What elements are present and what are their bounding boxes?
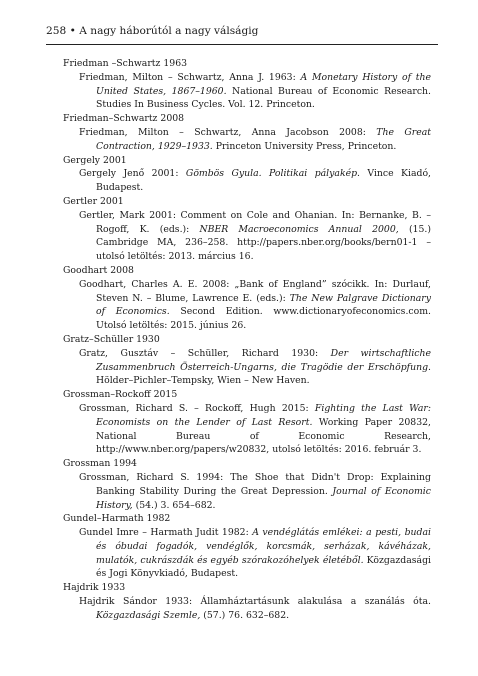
reference-title: A Monetary History of the United States, 1867–1960. [96, 71, 431, 97]
reference-title: Der wirtschaftliche Zusammenbruch Österreich-Ungarns, die Tragödie der Erschöpfung. [96, 347, 431, 373]
reference-text: Közgazdasági és Jogi Könyvkiadó, Budapest. [96, 554, 431, 580]
reference-entry [79, 167, 431, 195]
header-rule [46, 44, 438, 45]
reference-key: Grossman 1994 [63, 458, 137, 470]
reference-text: Gratz, Gusztáv – Schüller, Richard 1930: [79, 347, 331, 359]
reference-text: Goodhart, Charles A. E. 2008: „Bank of England” szócikk. In: Durlauf, Steven N. – Blume, Lawrence E. (eds.): [79, 278, 431, 304]
reference-entry [79, 209, 431, 264]
reference-key: Gratz–Schüller 1930 [63, 333, 160, 345]
reference-entry [79, 347, 431, 388]
reference-text: Gundel Imre – Harmath Judit 1982: [79, 527, 253, 539]
page-number: 258 [46, 25, 67, 37]
reference-title: Közgazdasági Szemle, [96, 609, 201, 621]
reference-text: Grossman, Richard S. 1994: The Shoe that Didn't Drop: Explaining Banking Stability During the Great Depression. [79, 471, 431, 497]
reference-key: Goodhart 2008 [63, 264, 134, 276]
reference-list [63, 57, 431, 623]
header-bullet: • [69, 25, 76, 37]
reference-key: Friedman–Schwartz 2008 [63, 113, 185, 125]
reference-title: Fighting the Last War: Economists on the Lender of Last Resort. [96, 402, 431, 428]
reference-text: Second Edition. www.dictionaryofeconomics.com. Utolsó letöltés: 2015. június 26. [96, 306, 431, 332]
reference-text: (57.) 76. 632–682. [200, 609, 290, 621]
reference-key: Gundel–Harmath 1982 [63, 513, 171, 525]
reference-title: The Great Contraction, 1929–1933. [96, 126, 431, 152]
reference-title: A vendéglátás emlékei: a pesti, budai és óbudai fogadók, vendéglők, korcsmák, serházak, kávéházak, mulatók, cukrászdák és egyéb szórakozóhelyek életéből. [96, 527, 431, 566]
reference-entry [79, 471, 431, 512]
reference-text: Vince Kiadó, Budapest. [96, 168, 431, 194]
reference-entry [79, 71, 431, 112]
reference-entry [79, 126, 431, 154]
reference-title: The New Palgrave Dictionary of Economics. [96, 292, 431, 318]
reference-text: National Bureau of Economic Research. Studies In Business Cycles. Vol. 12. Princeton. [96, 85, 431, 111]
reference-key: Gergely 2001 [63, 154, 127, 166]
reference-text: Grossman, Richard S. – Rockoff, Hugh 2015: [79, 402, 315, 414]
reference-text: Gergely Jenő 2001: [79, 168, 186, 180]
reference-key: Grossman–Rockoff 2015 [63, 389, 178, 401]
reference-text: Friedman, Milton – Schwartz, Anna Jacobson 2008: [79, 126, 377, 138]
reference-text: (15.) Cambridge MA, 236–258. http://papers.nber.org/books/bern01-1 – utolsó letöltés: 2013. március 16. [96, 223, 431, 263]
reference-title: NBER Macroeconomics Annual 2000, [199, 223, 399, 235]
reference-title: Journal of Economic History, [96, 485, 431, 511]
reference-entry [79, 526, 431, 581]
reference-key: Hajdrik 1933 [63, 582, 126, 594]
reference-text: Working Paper 20832, National Bureau of Economic Research, http://www.nber.org/papers/w20832, utolsó letöltés: 2016. február 3. [96, 416, 431, 456]
reference-text: Hölder–Pichler–Tempsky, Wien – New Haven. [96, 375, 310, 387]
reference-entry [79, 402, 431, 457]
running-title: A nagy háborútól a nagy válságig [79, 25, 259, 37]
reference-text: Gertler, Mark 2001: Comment on Cole and Ohanian. In: Bernanke, B. – Rogoff, K. (eds.): [79, 209, 431, 235]
reference-entry [79, 278, 431, 333]
reference-text: (54.) 3. 654–682. [132, 499, 216, 511]
reference-key: Gertler 2001 [63, 195, 124, 207]
reference-key: Friedman –Schwartz 1963 [63, 58, 188, 69]
running-header [46, 24, 438, 38]
reference-text: Princeton University Press, Princeton. [212, 140, 397, 152]
reference-text: Friedman, Milton – Schwartz, Anna J. 1963: [79, 71, 301, 83]
reference-title: Gömbös Gyula. Politikai pályakép. [185, 168, 360, 180]
reference-entry [79, 595, 431, 623]
reference-text: Hajdrik Sándor 1933: Államháztartásunk alakulása a szanálás óta. [79, 596, 431, 608]
